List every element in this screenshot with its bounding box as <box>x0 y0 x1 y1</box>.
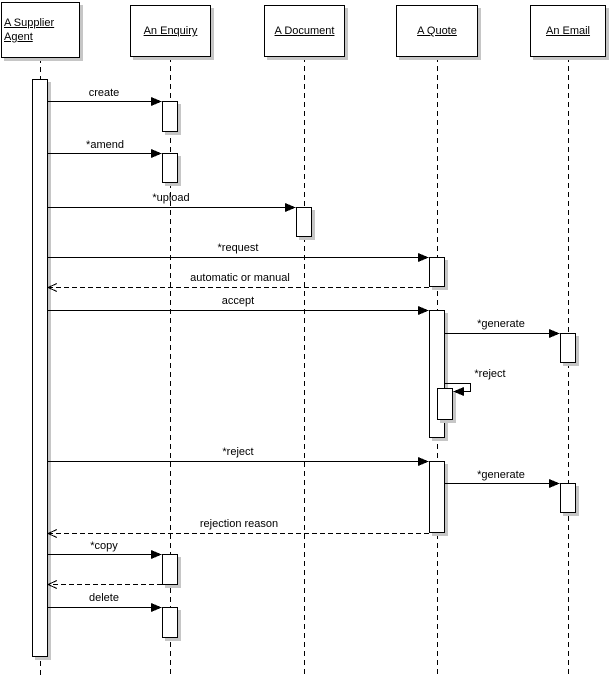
message-label-copy: *copy <box>90 540 118 552</box>
message-label-request: *request <box>217 242 259 254</box>
actor-label: A Document <box>274 25 335 37</box>
actor-label: A Quote <box>417 25 457 37</box>
message-label-self-reject: *reject <box>474 368 506 380</box>
message-label-rejection-reason: rejection reason <box>199 518 279 530</box>
actor-label: Agent <box>4 31 33 43</box>
message-label-generate-2: *generate <box>477 469 525 481</box>
actor-label: A Supplier <box>4 17 55 29</box>
message-label-create: create <box>88 87 120 99</box>
message-label-upload: *upload <box>152 192 190 204</box>
actor-label: An Enquiry <box>143 25 198 37</box>
message-label-generate-1: *generate <box>477 318 525 330</box>
message-label-automatic-or-manual: automatic or manual <box>190 272 290 284</box>
actor-label: An Email <box>545 25 591 37</box>
message-label-reject: *reject <box>222 446 254 458</box>
message-label-accept: accept <box>221 295 255 307</box>
message-label-delete: delete <box>89 592 119 604</box>
message-label-amend: *amend <box>86 139 124 151</box>
